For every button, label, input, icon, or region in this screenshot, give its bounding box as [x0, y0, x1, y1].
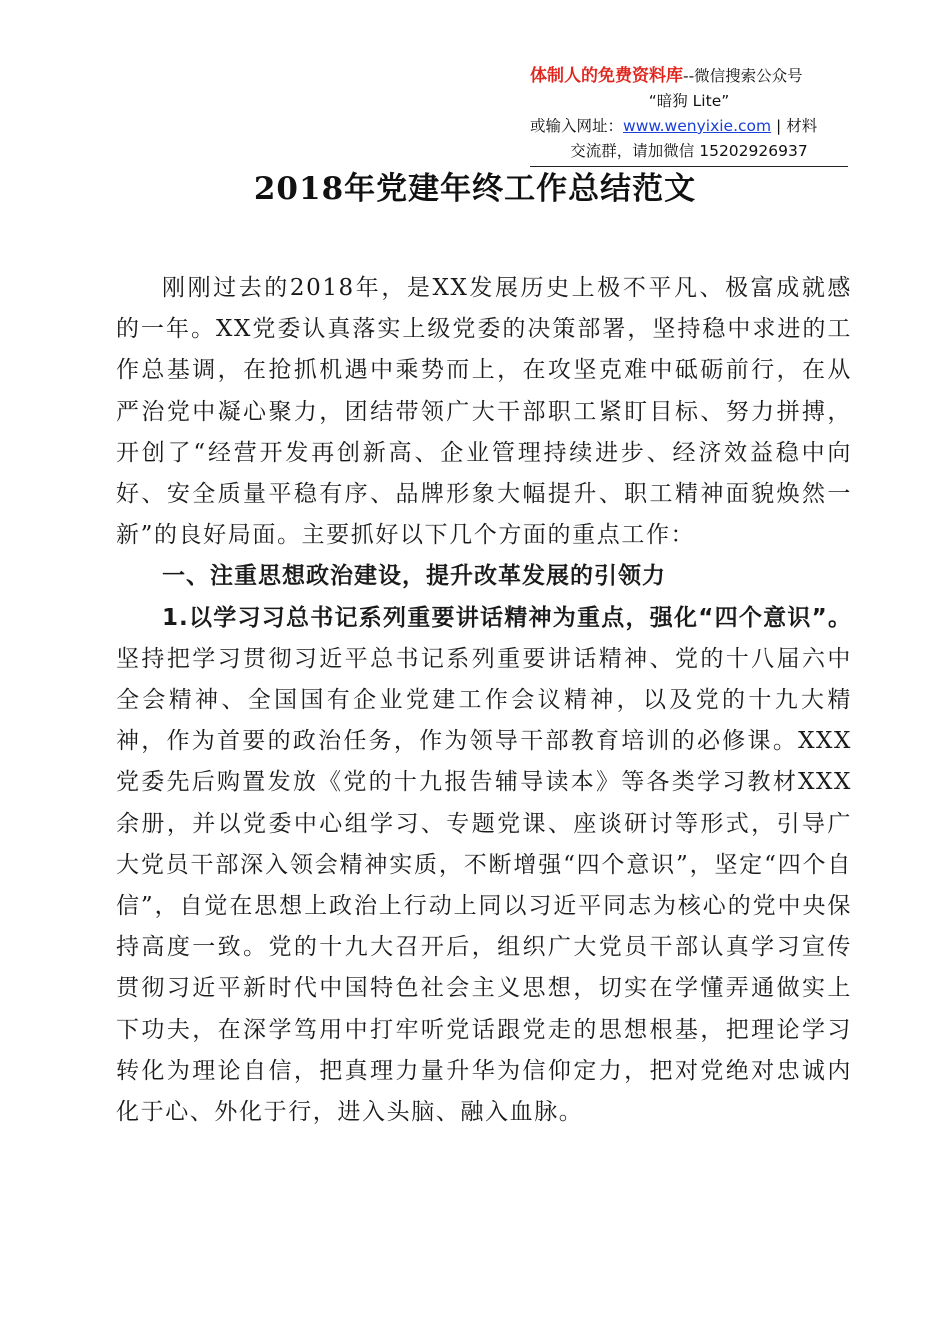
brand-label: 体制人的免费资料库 [530, 66, 683, 86]
account-name: “暗狗 Lite” [648, 92, 730, 110]
section-heading-1: 一、注重思想政治建设，提升改革发展的引领力 [162, 563, 666, 590]
item-1-paragraph [116, 598, 852, 1134]
page-header [530, 64, 848, 167]
document-body [116, 268, 852, 1133]
header-line-url [530, 114, 848, 139]
contact-line: 交流群，请加微信 15202926937 [530, 139, 848, 167]
url-prefix: 或输入网址： [530, 117, 624, 135]
item-1-heading: 1.以学习习总书记系列重要讲话精神为重点，强化“四个意识”。 [162, 604, 852, 631]
document-title: 2018年党建年终工作总结范文 [253, 171, 697, 207]
url-suffix: | 材料 [771, 117, 818, 135]
item-1-body: 坚持把学习贯彻习近平总书记系列重要讲话精神、党的十八届六中全会精神、全国国有企业党建工作会议精神，以及党的十九大精神，作为首要的政治任务，作为领导干部教育培训的必修课。XXX党委先后购置发放《党的十九报告辅导读本》等各类学习教材XXX余册，并以党委中心组学习、专题党课、座谈研讨等形式，引导广大党员干部深入领会精神实质，不断增强“四个意识”，坚定“四个自信”，自觉在思想上政治上行动上同以习近平同志为核心的党中央保持高度一致。党的十九大召开后，组织广大党员干部认真学习宣传贯彻习近平新时代中国特色社会主义思想，切实在学懂弄通做实上下功夫，在深学笃用中打牢听党话跟党走的思想根基，把理论学习转化为理论自信，把真理力量升华为信仰定力，把对党绝对忠诚内化于心、外化于行，进入头脑、融入血脉。 [116, 645, 852, 1126]
website-link[interactable]: www.wenyixie.com [623, 117, 772, 135]
intro-paragraph: 刚刚过去的2018年，是XX发展历史上极不平凡、极富成就感的一年。XX党委认真落实上级党委的决策部署，坚持稳中求进的工作总基调，在抢抓机遇中乘势而上，在攻坚克难中砥砺前行，在从严治党中凝心聚力，团结带领广大干部职工紧盯目标、努力拼搏，开创了“经营开发再创新高、企业管理持续进步、经济效益稳中向好、安全质量平稳有序、品牌形象大幅提升、职工精神面貌焕然一新”的良好局面。主要抓好以下几个方面的重点工作： [116, 275, 852, 549]
header-line-brand [530, 64, 848, 89]
wechat-hint: --微信搜索公众号 [683, 67, 803, 85]
